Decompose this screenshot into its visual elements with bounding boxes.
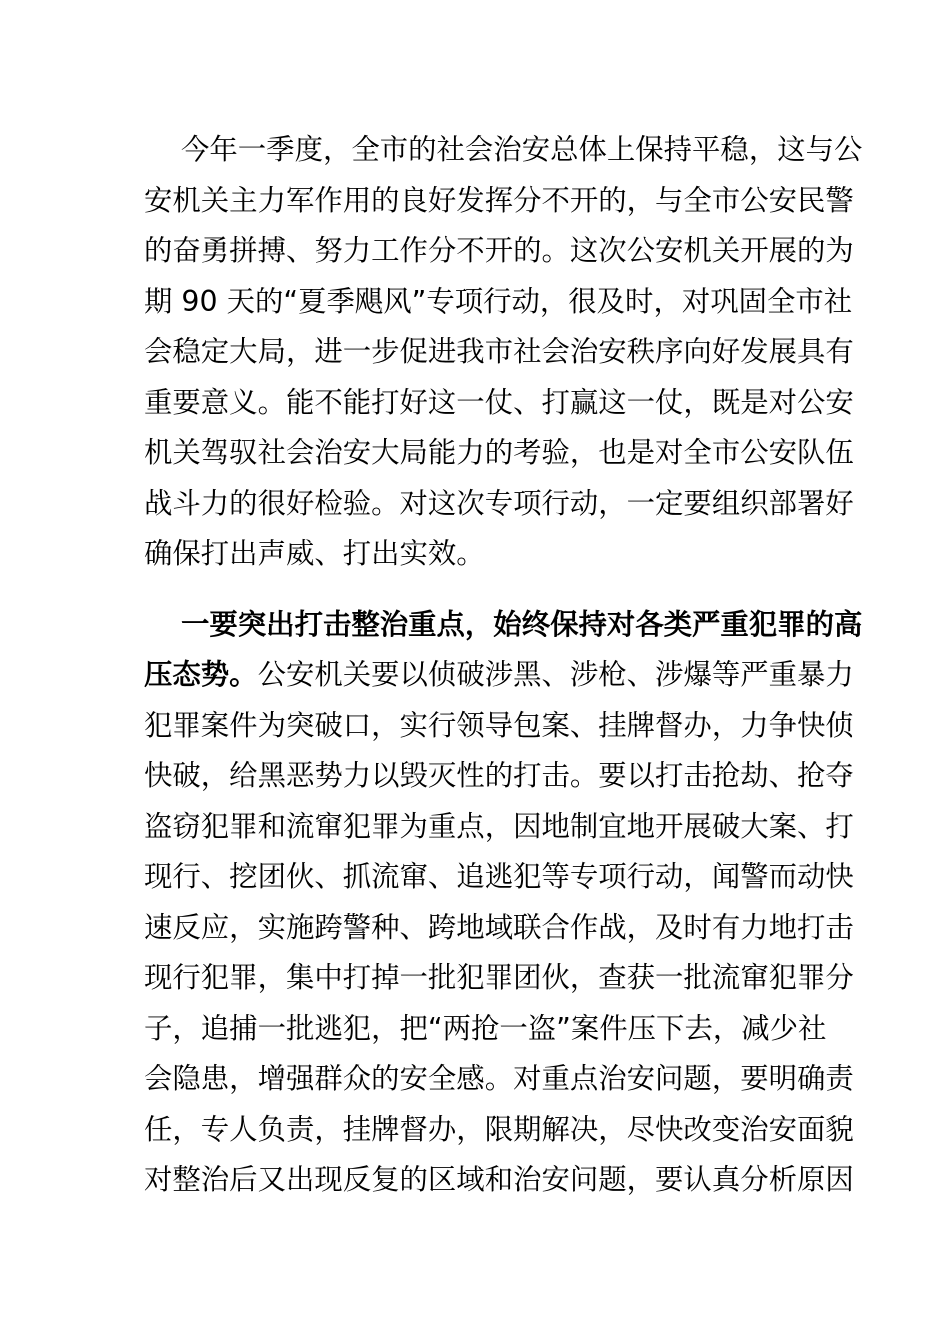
- paragraph-line: 现行、挖团伙、抓流窜、追逃犯等专项行动，闻警而动快: [144, 860, 854, 893]
- paragraph-line: 今年一季度，全市的社会治安总体上保持平稳，这与公: [181, 133, 863, 166]
- paragraph-line: 确保打出声威、打出实效。: [144, 537, 485, 570]
- paragraph-line: 对整治后又出现反复的区域和治安问题，要认真分析原因: [144, 1163, 854, 1196]
- paragraph-line: 子，追捕一批逃犯，把“两抢一盗”案件压下去，减少社: [144, 1011, 827, 1045]
- paragraph-line: 会稳定大局，进一步促进我市社会治安秩序向好发展具有: [144, 335, 854, 368]
- paragraph-text: 公安机关要以侦破涉黑、涉枪、涉爆等严重暴力: [257, 658, 854, 691]
- paragraph-line: 战斗力的很好检验。对这次专项行动，一定要组织部署好: [144, 486, 854, 520]
- paragraph-line: 现行犯罪，集中打掉一批犯罪团伙，查获一批流窜犯罪分: [144, 961, 854, 994]
- section-heading: 一要突出打击整治重点，始终保持对各类严重犯罪的高: [181, 607, 863, 641]
- paragraph-spacer: [144, 580, 808, 600]
- paragraph-line: 重要意义。能不能打好这一仗、打赢这一仗，既是对公安: [144, 385, 854, 419]
- paragraph-line: 期 90 天的“夏季飓风”专项行动，很及时，对巩固全市社: [144, 284, 853, 318]
- paragraph-line: 快破，给黑恶势力以毁灭性的打击。要以打击抢劫、抢夺: [144, 759, 854, 792]
- paragraph-line: 机关驾驭社会治安大局能力的考验，也是对全市公安队伍: [144, 436, 854, 469]
- paragraph-line: [144, 650, 854, 701]
- document-body: [144, 125, 863, 1206]
- paragraph-line: 任，专人负责，挂牌督办，限期解决，尽快改变治安面貌: [144, 1112, 854, 1146]
- paragraph-line: 犯罪案件为突破口，实行领导包案、挂牌督办，力争快侦: [144, 708, 854, 742]
- paragraph-1: [144, 125, 863, 580]
- paragraph-2: [144, 600, 863, 1206]
- paragraph-line: 的奋勇拼搏、努力工作分不开的。这次公安机关开展的为: [144, 234, 854, 267]
- paragraph-line: 安机关主力军作用的良好发挥分不开的，与全市公安民警: [144, 183, 854, 217]
- section-heading-end: 压态势。: [144, 658, 258, 691]
- paragraph-line: 速反应，实施跨警种、跨地域联合作战，及时有力地打击: [144, 910, 854, 944]
- paragraph-line: 会隐患，增强群众的安全感。对重点治安问题，要明确责: [144, 1062, 854, 1095]
- paragraph-line: 盗窃犯罪和流窜犯罪为重点，因地制宜地开展破大案、打: [144, 809, 854, 843]
